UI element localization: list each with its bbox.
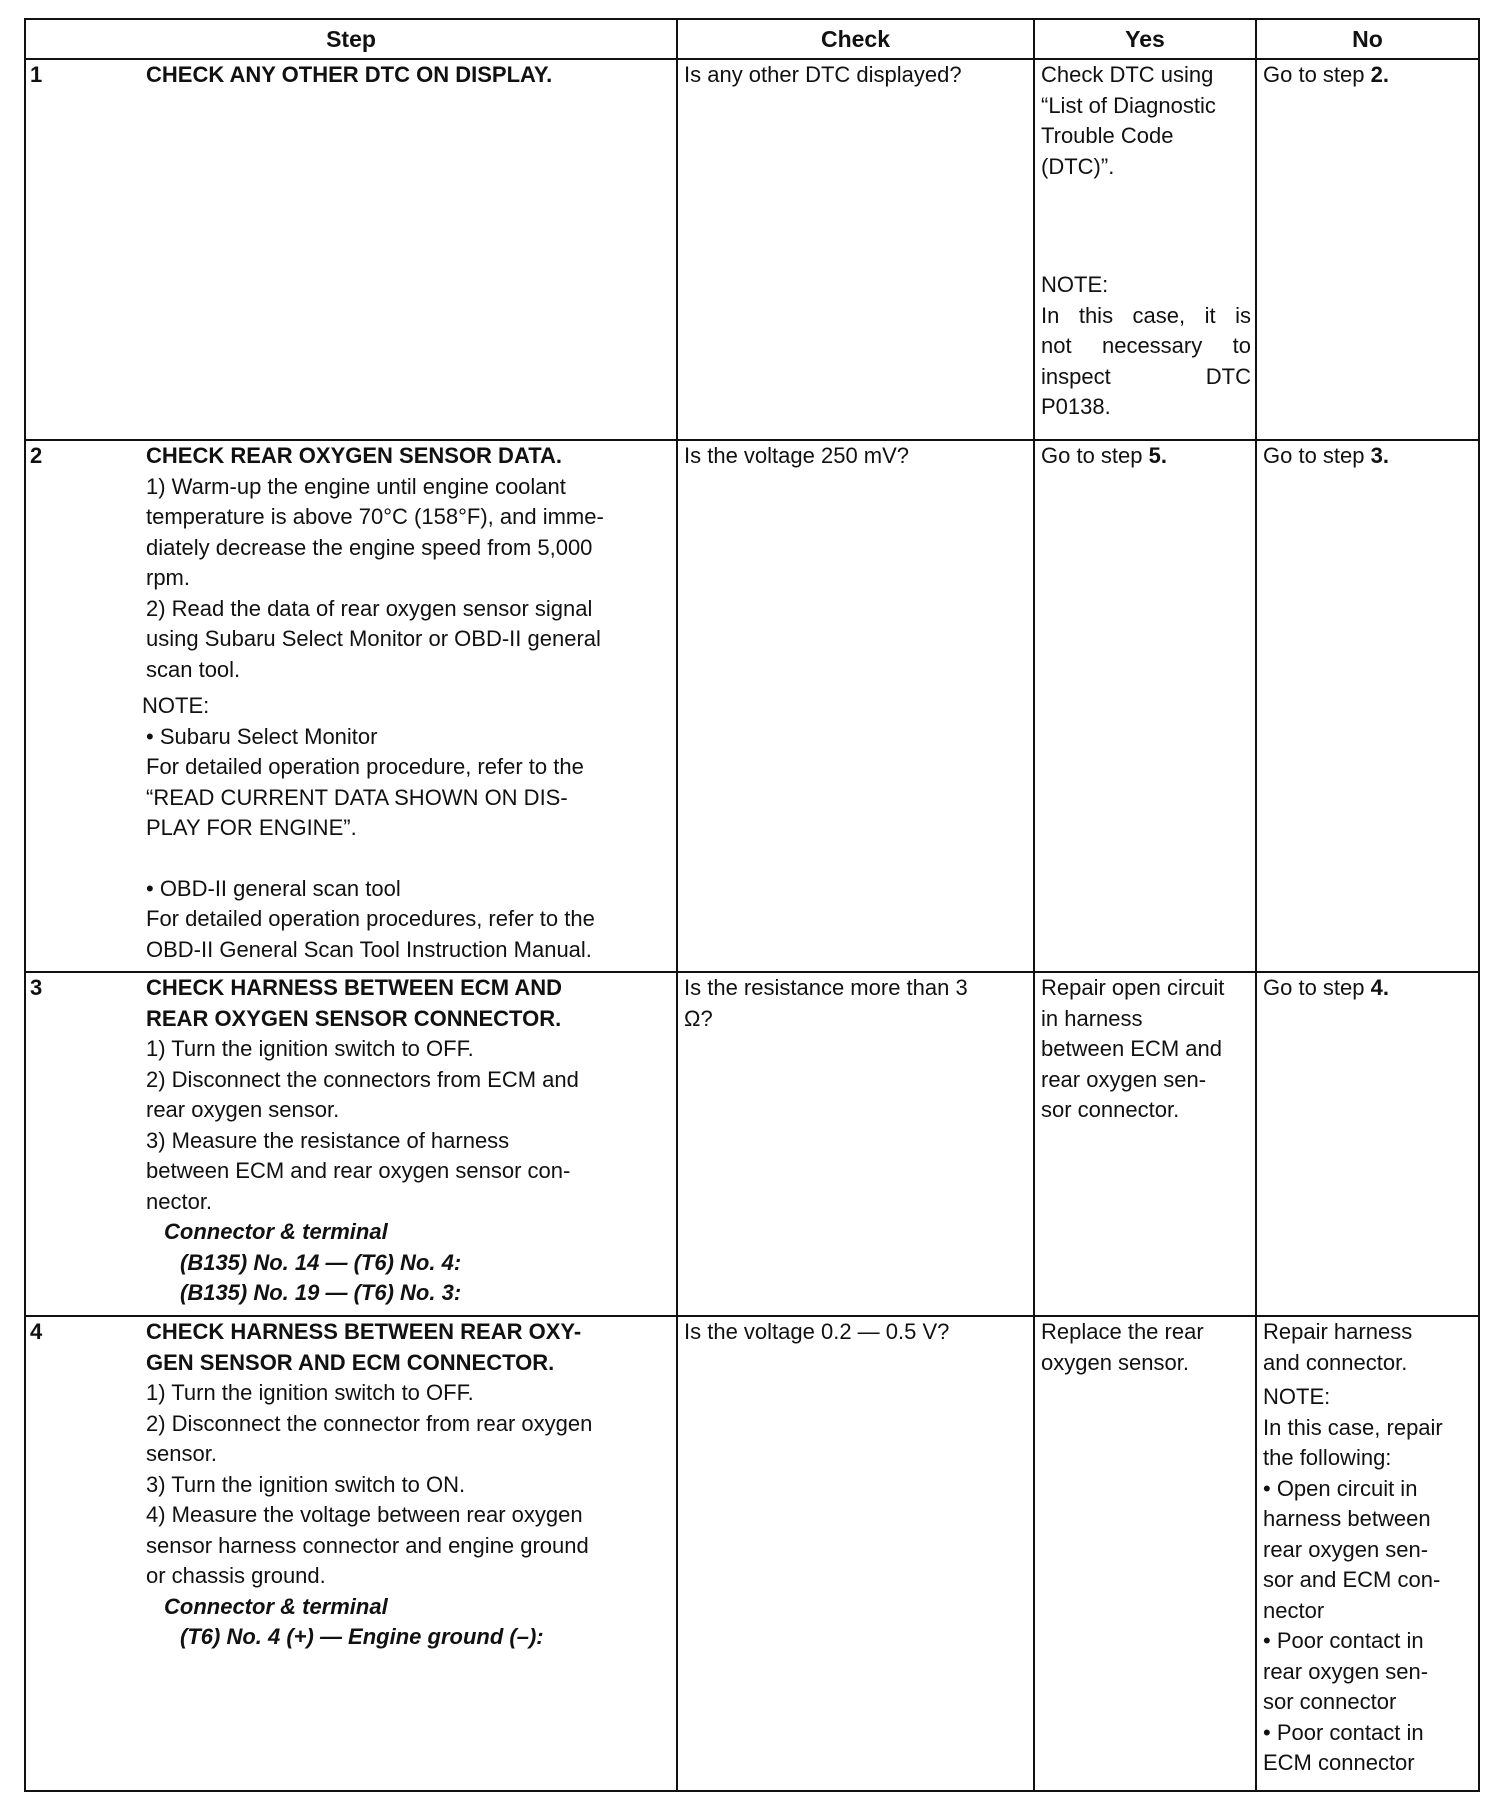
- procedure-line: 2) Disconnect the connector from rear oxygen: [146, 1410, 593, 1436]
- connector-terminal-spec: (B135) No. 14 — (T6) No. 4:: [180, 1249, 462, 1275]
- yes-cell: [1034, 1316, 1256, 1791]
- yes-line: Replace the rear: [1041, 1319, 1204, 1344]
- note-line: PLAY FOR ENGINE”.: [146, 815, 357, 840]
- go-to-step-prefix: Go to step: [1263, 975, 1371, 1000]
- check-text: Is the voltage 0.2 — 0.5 V?: [684, 1319, 950, 1344]
- go-to-step: [1041, 441, 1251, 472]
- step-title: CHECK ANY OTHER DTC ON DISPLAY.: [146, 62, 553, 87]
- yes-line: between ECM and: [1041, 1036, 1222, 1061]
- diagnostic-table-page: [24, 18, 1478, 1792]
- procedure-line: diately decrease the engine speed from 5,000: [146, 534, 593, 560]
- yes-line: rear oxygen sen-: [1041, 1066, 1207, 1092]
- header-yes: Yes: [1034, 19, 1256, 59]
- connector-terminal-label: Connector & terminal: [164, 1593, 388, 1619]
- note-bullet: • Open circuit in: [1263, 1475, 1418, 1501]
- procedure-line: 2) Read the data of rear oxygen sensor signal: [146, 595, 593, 621]
- procedure-line: 4) Measure the voltage between rear oxygen: [146, 1502, 583, 1527]
- header-step: Step: [25, 19, 677, 59]
- step-title: CHECK HARNESS BETWEEN REAR OXY-: [146, 1319, 582, 1344]
- yes-cell: [1034, 59, 1256, 440]
- step-cell: [25, 1316, 677, 1791]
- step-title: CHECK REAR OXYGEN SENSOR DATA.: [146, 443, 563, 468]
- go-to-step: [1263, 973, 1474, 1004]
- note-line: sor and ECM con-: [1263, 1567, 1441, 1592]
- procedure-line: scan tool.: [146, 656, 241, 682]
- diagnostic-procedure-table: [24, 18, 1480, 1792]
- note-label: NOTE:: [1041, 272, 1109, 297]
- step-number: 3: [30, 975, 43, 1000]
- check-cell: [677, 972, 1034, 1316]
- yes-line: in harness: [1041, 1005, 1143, 1031]
- check-text: Ω?: [684, 1005, 713, 1031]
- step-title: REAR OXYGEN SENSOR CONNECTOR.: [146, 1005, 562, 1031]
- go-to-step: [1263, 60, 1474, 91]
- note-line: harness between: [1263, 1506, 1431, 1531]
- procedure-line: sensor harness connector and engine ground: [146, 1532, 589, 1558]
- note-label: NOTE:: [1263, 1384, 1331, 1409]
- yes-line: Check DTC using: [1041, 62, 1214, 87]
- note-bullet: • OBD-II general scan tool: [146, 875, 401, 901]
- procedure-line: 2) Disconnect the connectors from ECM and: [146, 1066, 579, 1092]
- connector-terminal-spec: (T6) No. 4 (+) — Engine ground (–):: [180, 1624, 544, 1649]
- yes-line: “List of Diagnostic: [1041, 92, 1216, 118]
- note-bullet: • Subaru Select Monitor: [146, 723, 378, 749]
- check-text: Is the voltage 250 mV?: [684, 443, 910, 468]
- procedure-line: sensor.: [146, 1441, 217, 1466]
- header-no: No: [1256, 19, 1479, 59]
- go-to-step: [1263, 441, 1474, 472]
- step-number: 4: [30, 1319, 43, 1344]
- step-title: CHECK HARNESS BETWEEN ECM AND: [146, 975, 562, 1000]
- note-line: sor connector: [1263, 1689, 1397, 1714]
- note-line: OBD-II General Scan Tool Instruction Manual.: [146, 936, 592, 962]
- no-line: and connector.: [1263, 1349, 1408, 1375]
- note-line: In this case, repair: [1263, 1414, 1443, 1440]
- note-line: P0138.: [1041, 394, 1111, 419]
- procedure-line: 1) Warm-up the engine until engine coolant: [146, 473, 566, 499]
- yes-cell: [1034, 972, 1256, 1316]
- no-line: Repair harness: [1263, 1319, 1413, 1344]
- note-block: [142, 691, 666, 965]
- note-line: rear oxygen sen-: [1263, 1536, 1429, 1562]
- check-text: Is the resistance more than 3: [684, 975, 968, 1000]
- note-bullet: • Poor contact in: [1263, 1719, 1424, 1745]
- connector-terminal-spec: (B135) No. 19 — (T6) No. 3:: [180, 1280, 462, 1305]
- step-title: GEN SENSOR AND ECM CONNECTOR.: [146, 1349, 555, 1375]
- table-row-step-2: [25, 440, 1479, 972]
- step-cell: [25, 440, 677, 972]
- table-row-step-3: [25, 972, 1479, 1316]
- note-line: For detailed operation procedures, refer to the: [146, 906, 595, 931]
- procedure-line: nector.: [146, 1188, 213, 1214]
- note-line: rear oxygen sen-: [1263, 1658, 1429, 1684]
- procedure-line: or chassis ground.: [146, 1563, 326, 1588]
- no-cell: [1256, 59, 1479, 440]
- procedure-line: rpm.: [146, 565, 190, 590]
- note-line: not necessary to: [1041, 333, 1251, 358]
- note-line: the following:: [1263, 1445, 1392, 1470]
- note-line: inspect DTC: [1041, 363, 1251, 389]
- yes-line: sor connector.: [1041, 1097, 1180, 1122]
- yes-line: (DTC)”.: [1041, 153, 1115, 179]
- note-line: In this case, it is: [1041, 302, 1251, 328]
- go-to-step-prefix: Go to step: [1263, 62, 1371, 87]
- step-reference: 3.: [1370, 443, 1389, 468]
- table-row-step-1: [25, 59, 1479, 440]
- yes-line: Repair open circuit: [1041, 975, 1225, 1000]
- step-number: 1: [30, 62, 43, 87]
- step-reference: 5.: [1148, 443, 1167, 468]
- step-reference: 2.: [1370, 62, 1389, 87]
- note-line: nector: [1263, 1597, 1325, 1623]
- yes-line: Trouble Code: [1041, 123, 1174, 148]
- table-header-row: [25, 19, 1479, 59]
- step-number: 2: [30, 443, 43, 468]
- yes-line: oxygen sensor.: [1041, 1349, 1189, 1375]
- check-cell: [677, 59, 1034, 440]
- procedure-line: 1) Turn the ignition switch to OFF.: [146, 1380, 474, 1405]
- no-cell: [1256, 972, 1479, 1316]
- go-to-step-prefix: Go to step: [1263, 443, 1371, 468]
- procedure-line: 1) Turn the ignition switch to OFF.: [146, 1036, 474, 1061]
- check-text: Is any other DTC displayed?: [684, 62, 962, 87]
- step-reference: 4.: [1370, 975, 1389, 1000]
- note-line: For detailed operation procedure, refer to the: [146, 754, 584, 779]
- yes-cell: [1034, 440, 1256, 972]
- note-bullet: • Poor contact in: [1263, 1628, 1424, 1653]
- check-cell: [677, 1316, 1034, 1791]
- step-cell: [25, 972, 677, 1316]
- check-cell: [677, 440, 1034, 972]
- table-row-step-4: [25, 1316, 1479, 1791]
- go-to-step-prefix: Go to step: [1041, 443, 1149, 468]
- no-cell: [1256, 440, 1479, 972]
- procedure-line: using Subaru Select Monitor or OBD-II general: [146, 626, 601, 651]
- procedure-line: rear oxygen sensor.: [146, 1097, 340, 1122]
- no-cell: [1256, 1316, 1479, 1791]
- procedure-line: 3) Turn the ignition switch to ON.: [146, 1471, 466, 1497]
- header-check: Check: [677, 19, 1034, 59]
- procedure-line: between ECM and rear oxygen sensor con-: [146, 1158, 571, 1183]
- note-line: “READ CURRENT DATA SHOWN ON DIS-: [146, 784, 568, 810]
- procedure-line: 3) Measure the resistance of harness: [146, 1127, 510, 1153]
- step-cell: [25, 59, 677, 440]
- connector-terminal-label: Connector & terminal: [164, 1219, 388, 1244]
- note-line: ECM connector: [1263, 1750, 1415, 1775]
- note-label: NOTE:: [142, 693, 210, 718]
- procedure-line: temperature is above 70°C (158°F), and imme-: [146, 504, 604, 529]
